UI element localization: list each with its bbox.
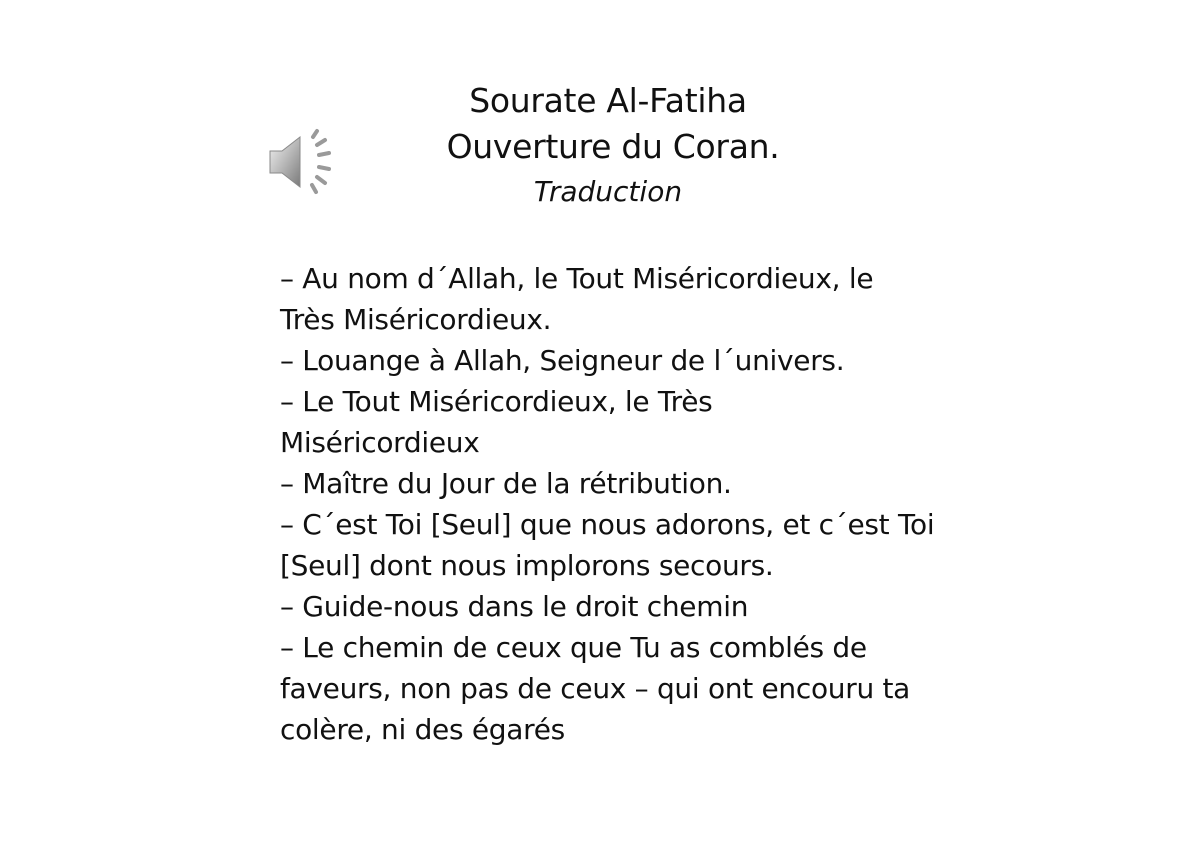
text-line: – Le chemin de ceux que Tu as comblés de bbox=[280, 631, 867, 664]
page-subtitle: Traduction bbox=[533, 175, 683, 208]
text-line: Très Miséricordieux. bbox=[280, 303, 552, 336]
text-line: – Guide-nous dans le droit chemin bbox=[280, 590, 749, 623]
text-line: – Louange à Allah, Seigneur de l´univers. bbox=[280, 344, 845, 377]
text-line: faveurs, non pas de ceux – qui ont encouru ta bbox=[280, 672, 911, 705]
page-title-second-line: Ouverture du Coran. bbox=[446, 127, 780, 166]
text-line: Miséricordieux bbox=[280, 426, 480, 459]
text-line: – C´est Toi [Seul] que nous adorons, et c´est Toi bbox=[280, 508, 935, 541]
translation-text bbox=[280, 258, 960, 750]
page-title: Sourate Al-Fatiha bbox=[469, 81, 747, 120]
text-line: – Le Tout Miséricordieux, le Très bbox=[280, 385, 713, 418]
text-line: – Maître du Jour de la rétribution. bbox=[280, 467, 732, 500]
title-block bbox=[0, 78, 1200, 214]
text-line: colère, ni des égarés bbox=[280, 713, 565, 746]
speaker-icon[interactable] bbox=[266, 127, 342, 197]
text-line: [Seul] dont nous implorons secours. bbox=[280, 549, 774, 582]
text-line: – Au nom d´Allah, le Tout Miséricordieux, le bbox=[280, 262, 874, 295]
